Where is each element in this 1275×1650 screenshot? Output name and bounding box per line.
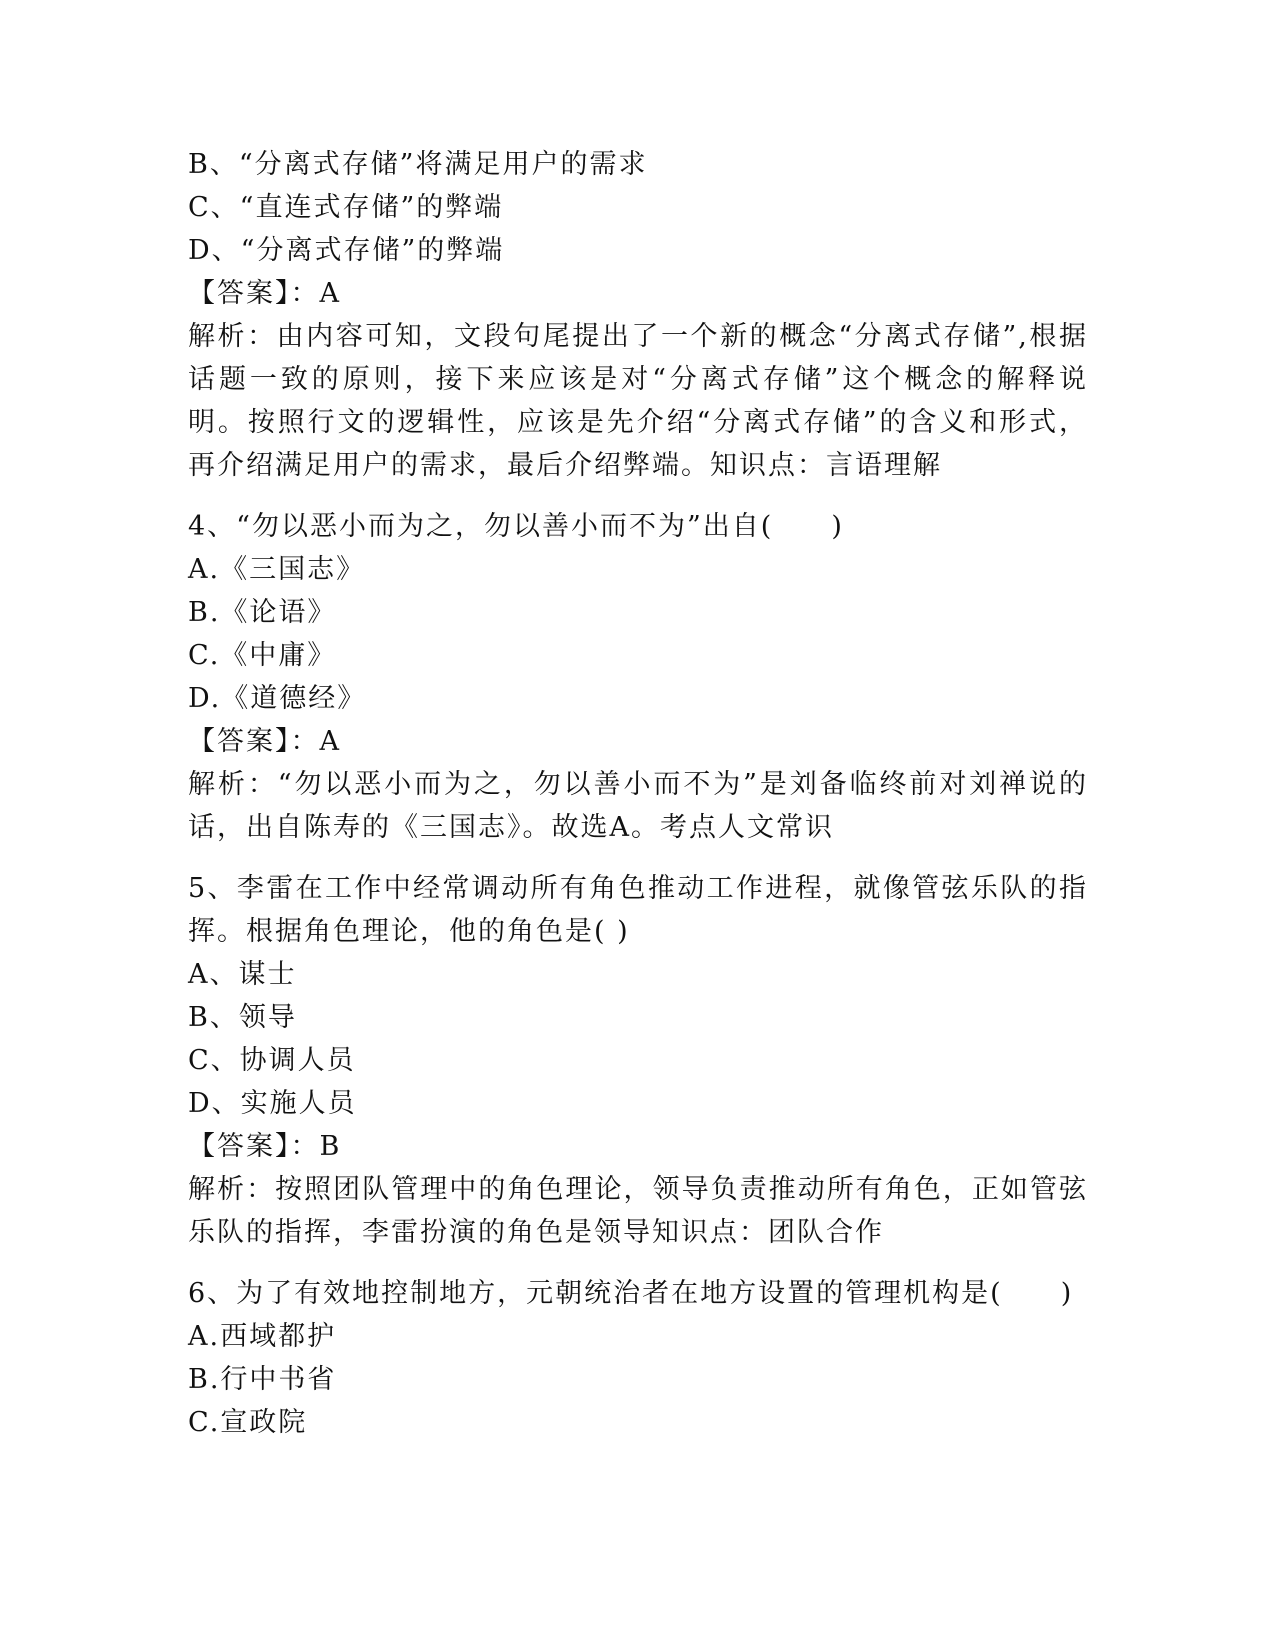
option-b: B、领导 [188, 1002, 297, 1033]
question-stem: 6、为了有效地控制地方，元朝统治者在地方设置的管理机构是( ) [188, 1278, 1074, 1309]
question-stem: 4、“勿以恶小而为之，勿以善小而不为”出自( ) [188, 511, 844, 542]
option-a: A、谋士 [188, 959, 297, 990]
question-4 [188, 505, 1088, 849]
option-c: C.《中庸》 [188, 640, 337, 671]
document-content [188, 143, 1088, 1444]
option-d: D.《道德经》 [188, 683, 367, 714]
explanation: 解析：“勿以恶小而为之，勿以善小而不为”是刘备临终前对刘禅说的话，出自陈寿的《三国志》。故选A。考点人文常识 [188, 769, 1088, 843]
answer: 【答案】：A [188, 278, 341, 309]
option-b: B.行中书省 [188, 1364, 337, 1395]
option-d: D、实施人员 [188, 1088, 357, 1119]
explanation: 解析：按照团队管理中的角色理论，领导负责推动所有角色，正如管弦乐队的指挥，李雷扮演的角色是领导知识点：团队合作 [188, 1174, 1088, 1248]
question-6 [188, 1272, 1088, 1444]
option-c: C.宣政院 [188, 1407, 308, 1438]
question-5 [188, 867, 1088, 1254]
option-b: B.《论语》 [188, 597, 337, 628]
answer: 【答案】：A [188, 726, 341, 757]
option-b: B、“分离式存储”将满足用户的需求 [188, 149, 648, 180]
question-3-tail [188, 143, 1088, 487]
answer: 【答案】：B [188, 1131, 342, 1162]
option-c: C、“直连式存储”的弊端 [188, 192, 504, 223]
question-stem: 5、李雷在工作中经常调动所有角色推动工作进程，就像管弦乐队的指挥。根据角色理论，他的角色是( ) [188, 873, 1088, 947]
option-a: A.《三国志》 [188, 554, 366, 585]
explanation: 解析：由内容可知，文段句尾提出了一个新的概念“分离式存储”,根据话题一致的原则，接下来应该是对“分离式存储”这个概念的解释说明。按照行文的逻辑性，应该是先介绍“分离式存储”的含义和形式，再介绍满足用户的需求，最后介绍弊端。知识点：言语理解 [188, 321, 1088, 481]
option-c: C、协调人员 [188, 1045, 356, 1076]
option-a: A.西域都护 [188, 1321, 337, 1352]
option-d: D、“分离式存储”的弊端 [188, 235, 505, 266]
